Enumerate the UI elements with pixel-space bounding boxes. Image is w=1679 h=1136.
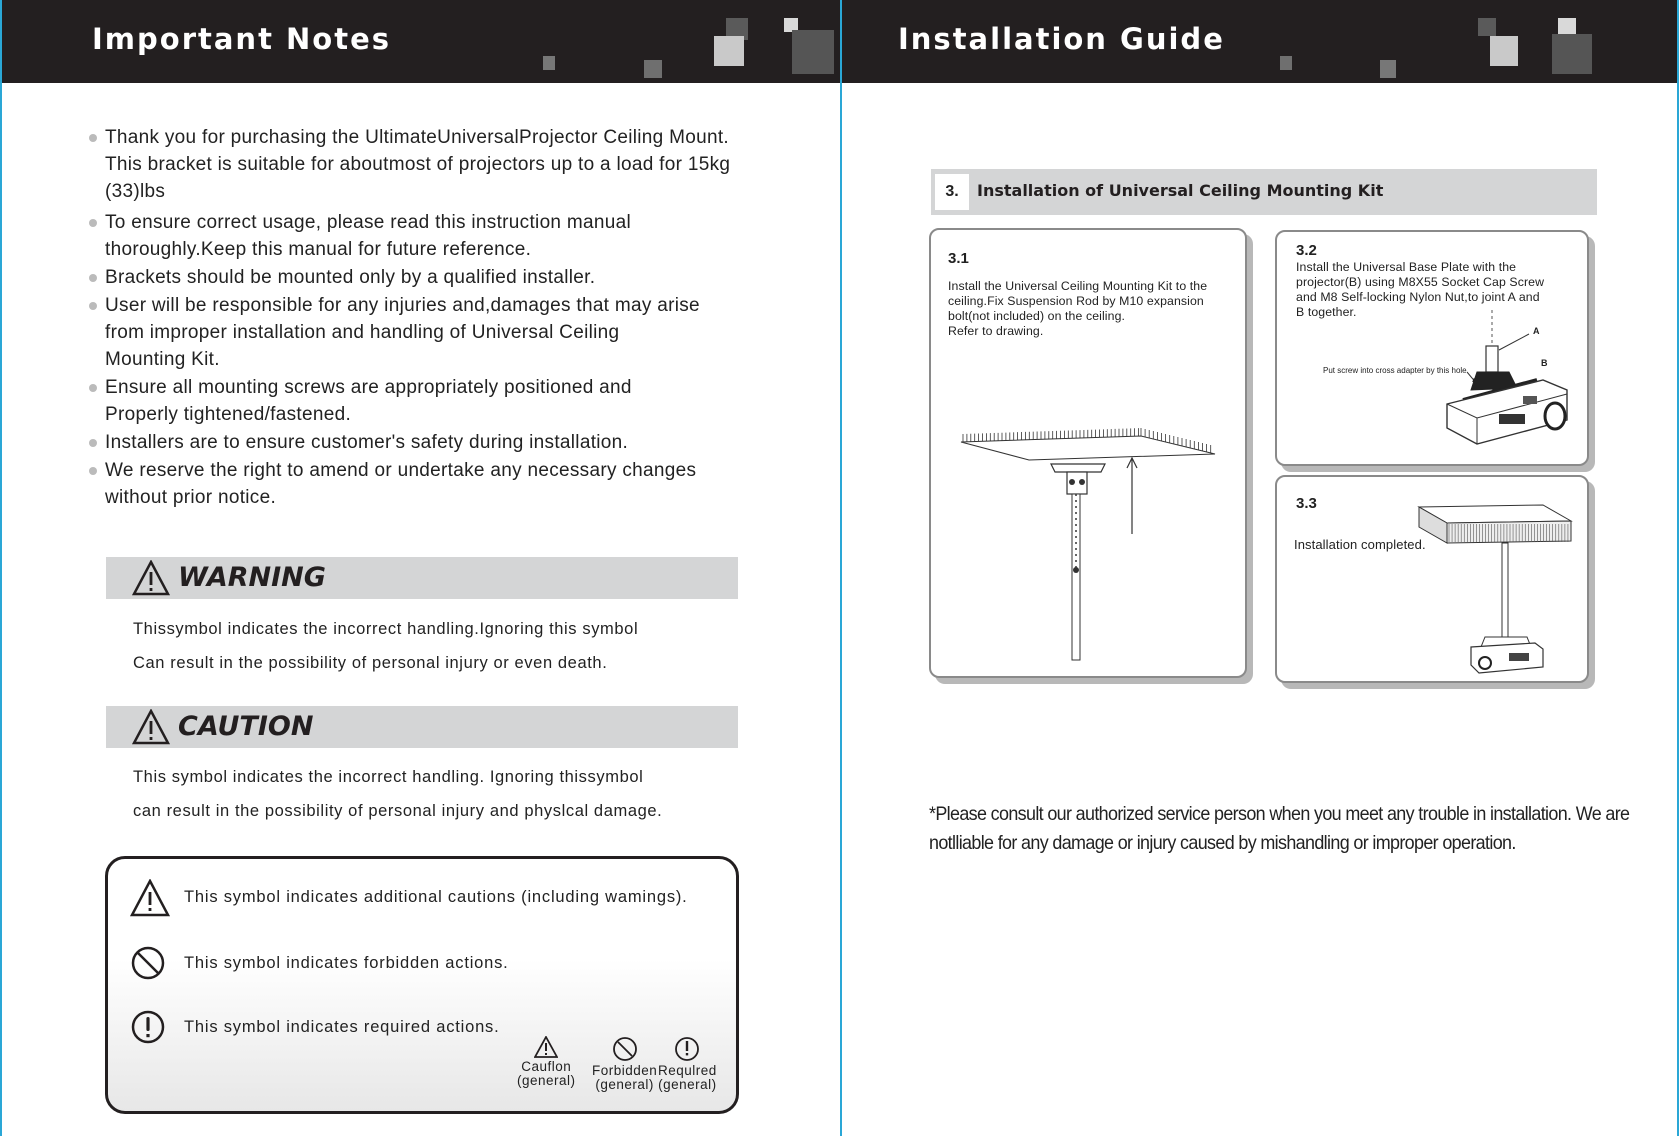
- triangle-warning-icon: [130, 879, 170, 917]
- step-card-3-3: [1275, 475, 1589, 683]
- step-number: 3.2: [1296, 242, 1317, 259]
- ceiling-mount-drawing: [959, 402, 1219, 662]
- section-header: [931, 169, 1597, 215]
- caution-description: This symbol indicates the incorrect handling. Ignoring thissymbol can result in the possibility of personal injury and physlcal damage.: [133, 768, 663, 820]
- step-number: 3.1: [948, 250, 969, 267]
- decor-square: [543, 56, 555, 70]
- decor-square: [1280, 56, 1292, 70]
- bullet-icon: [89, 302, 97, 310]
- list-item: Ensure all mounting screws are appropriately positioned and Properly tightened/fastened.: [87, 374, 787, 428]
- header-bar: [2, 0, 840, 83]
- list-item: We reserve the right to amend or undertake any necessary changes without prior notice.: [87, 457, 787, 511]
- decor-square: [714, 36, 744, 66]
- legend-forbidden: Forbidden (general): [592, 1036, 657, 1092]
- exclamation-circle-icon: [674, 1036, 700, 1062]
- triangle-warning-icon: [132, 709, 170, 745]
- list-item: User will be responsible for any injuries and,damages that may arise from improper installation and handling of Universal Ceiling Mounting Kit.: [87, 292, 787, 373]
- caution-banner: [106, 706, 738, 748]
- step-text: Install the Universal Ceiling Mounting Kit to the ceiling.Fix Suspension Rod by M10 expansion bolt(not included) on the ceiling. Refer to drawing.: [948, 279, 1208, 338]
- step-text: Install the Universal Base Plate with the projector(B) using M8X55 Socket Cap Screw and M8 Self-locking Nylon Nut,to joint A and B together.: [1296, 260, 1545, 319]
- bullet-icon: [89, 274, 97, 282]
- step-number: 3.3: [1296, 495, 1317, 512]
- section-number: 3.: [935, 174, 969, 210]
- triangle-warning-icon: [132, 560, 170, 596]
- prohibited-icon: [612, 1036, 638, 1062]
- decor-square: [1552, 34, 1592, 74]
- triangle-warning-icon: [534, 1036, 558, 1058]
- callout-text: Put screw into cross adapter by this hole: [1323, 366, 1467, 375]
- label-a: A: [1533, 326, 1540, 336]
- header-bar: [842, 0, 1677, 83]
- caution-title: CAUTION: [178, 711, 314, 742]
- page-title: Installation Guide: [898, 22, 1225, 56]
- label-b: B: [1541, 358, 1548, 368]
- decor-square: [1380, 60, 1396, 78]
- notes-list: [87, 124, 787, 512]
- step-card-3-2: [1275, 230, 1589, 466]
- legend-caution: Cauflon (general): [517, 1036, 576, 1088]
- section-title: Installation of Universal Ceiling Mounting Kit: [977, 181, 1384, 200]
- list-item: To ensure correct usage, please read this instruction manual thoroughly.Keep this manual for future reference.: [87, 209, 787, 263]
- completed-installation-drawing: [1415, 501, 1585, 681]
- decor-square: [792, 30, 834, 74]
- decor-square: [1478, 18, 1496, 36]
- service-footnote: *Please consult our authorized service person when you meet any trouble in installation. We are notlliable for any damage or injury caused by mishandling or improper operation.: [929, 803, 1630, 854]
- exclamation-circle-icon: [130, 1009, 166, 1045]
- warning-banner: [106, 557, 738, 599]
- decor-square: [644, 60, 662, 78]
- bullet-icon: [89, 439, 97, 447]
- legend-required: Requlred (general): [658, 1036, 717, 1092]
- warning-title: WARNING: [178, 562, 326, 593]
- page-title: Important Notes: [92, 22, 392, 56]
- bullet-icon: [89, 384, 97, 392]
- projector-plate-drawing: [1437, 310, 1589, 462]
- list-item: Thank you for purchasing the UltimateUniversalProjector Ceiling Mount. This bracket is suitable for aboutmost of projectors up to a load for 15kg (33)lbs: [87, 124, 787, 205]
- bullet-icon: [89, 134, 97, 142]
- prohibited-icon: [130, 945, 166, 981]
- step-text: Installation completed.: [1294, 537, 1426, 552]
- list-item: Brackets should be mounted only by a qualified installer.: [87, 264, 787, 291]
- bullet-icon: [89, 467, 97, 475]
- right-page: [840, 0, 1679, 1136]
- list-item: Installers are to ensure customer's safety during installation.: [87, 429, 787, 456]
- decor-square: [1490, 36, 1518, 66]
- symbol-legend-box: This symbol indicates additional cautions (including wamings). This symbol indicates forbidden actions. This symbol indicates required actions. Cauflon (general) Forbidden (general) Requlred (general): [105, 856, 739, 1114]
- warning-description: Thissymbol indicates the incorrect handling.Ignoring this symbol Can result in the possibility of personal injury or even death.: [133, 620, 639, 672]
- bullet-icon: [89, 219, 97, 227]
- step-card-3-1: [929, 228, 1247, 678]
